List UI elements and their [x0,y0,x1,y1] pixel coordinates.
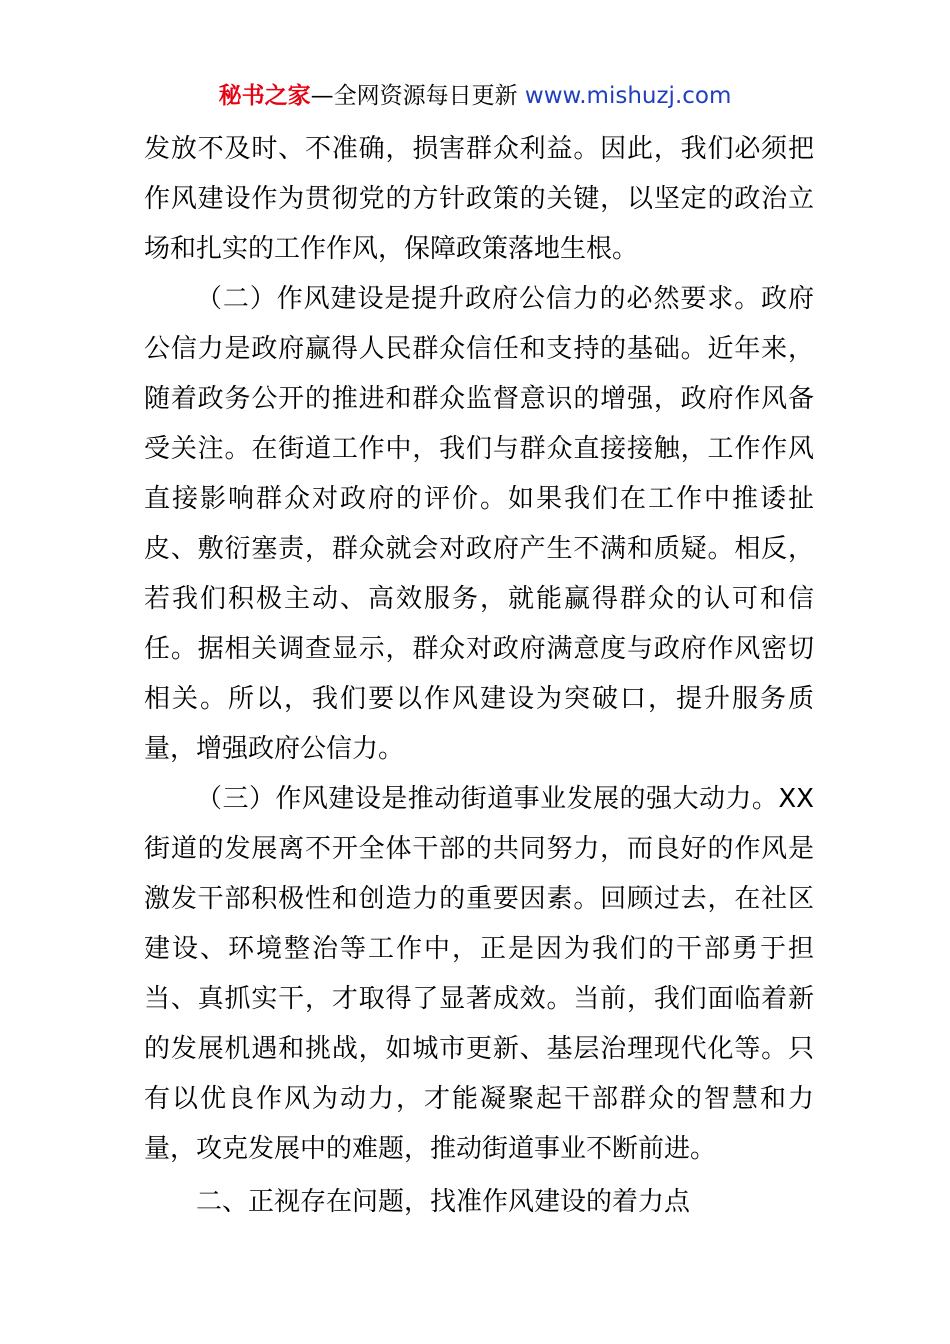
site-url-link[interactable]: www.mishuzj.com [524,83,732,109]
paragraph-point-three: （三）作风建设是推动街道事业发展的强大动力。XX街道的发展离不开全体干部的共同努力，而良好的作风是激发干部积极性和创造力的重要因素。回顾过去，在社区建设、环境整治等工作中，正是因为我们的干部勇于担当、真抓实干，才取得了显著成效。当前，我们面临着新的发展机遇和挑战，如城市更新、基层治理现代化等。只有以优良作风为动力，才能凝聚起干部群众的智慧和力量，攻克发展中的难题，推动街道事业不断前进。 [144,784,814,1164]
section-heading: 二、正视存在问题，找准作风建设的着力点 [196,1187,691,1217]
document-body [144,124,814,1227]
site-header [0,80,950,112]
header-tagline: —全网资源每日更新 [310,83,518,109]
paragraph-continuation: 发放不及时、不准确，损害群众利益。因此，我们必须把作风建设作为贯彻党的方针政策的关键，以坚定的政治立场和扎实的工作作风，保障政策落地生根。 [144,134,814,264]
brand-name: 秘书之家 [218,83,311,109]
paragraph-point-two: （二）作风建设是提升政府公信力的必然要求。政府公信力是政府赢得人民群众信任和支持的基础。近年来，随着政务公开的推进和群众监督意识的增强，政府作风备受关注。在街道工作中，我们与群众直接接触，工作作风直接影响群众对政府的评价。如果我们在工作中推诿扯皮、敷衍塞责，群众就会对政府产生不满和质疑。相反，若我们积极主动、高效服务，就能赢得群众的认可和信任。据相关调查显示，群众对政府满意度与政府作风密切相关。所以，我们要以作风建设为突破口，提升服务质量，增强政府公信力。 [144,284,814,764]
